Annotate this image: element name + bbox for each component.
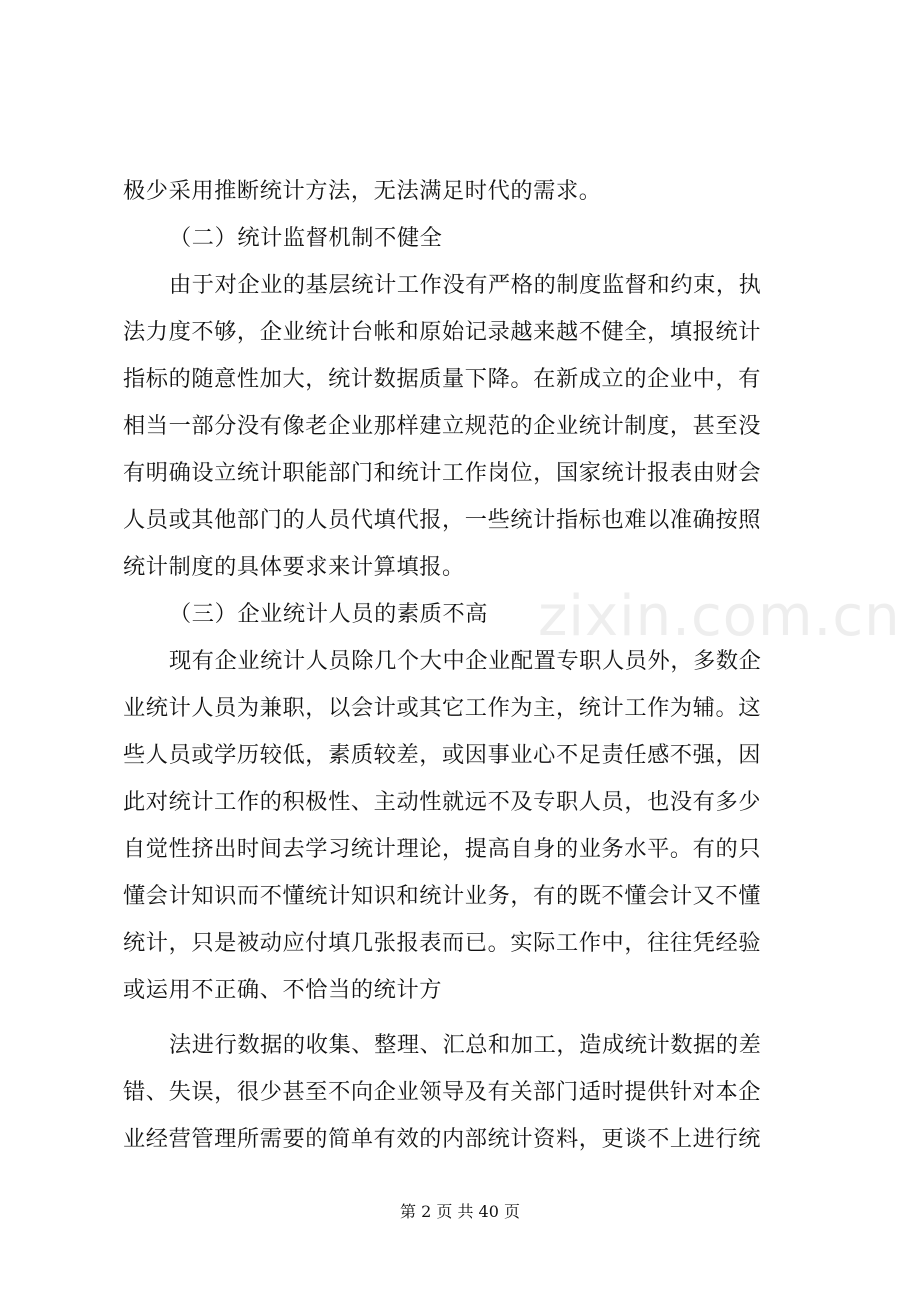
text-line: 些人员或学历较低，素质较差，或因事业心不足责任感不强，因 <box>123 742 762 768</box>
text-line: 自觉性挤出时间去学习统计理论，提高自身的业务水平。有的只 <box>123 836 762 862</box>
text-line: 人员或其他部门的人员代填代报，一些统计指标也难以准确按照 <box>123 507 762 533</box>
watermark: zixin.com.cn <box>538 584 901 649</box>
text-line: 错、失误，很少甚至不向企业领导及有关部门适时提供针对本企 <box>123 1079 762 1105</box>
text-line: 或运用不正确、不恰当的统计方 <box>123 977 443 1003</box>
text-line: 相当一部分没有像老企业那样建立规范的企业统计制度，甚至没 <box>123 413 762 439</box>
text-line: 此对统计工作的积极性、主动性就远不及专职人员，也没有多少 <box>123 789 762 815</box>
section-heading-3: （三）企业统计人员的素质不高 <box>169 601 489 627</box>
text-line: 统计制度的具体要求来计算填报。 <box>123 554 465 580</box>
text-line: 指标的随意性加大，统计数据质量下降。在新成立的企业中，有 <box>123 366 762 392</box>
text-line: 统计，只是被动应付填几张报表而已。实际工作中，往往凭经验 <box>123 930 762 956</box>
section-heading-2: （二）统计监督机制不健全 <box>169 225 443 251</box>
page-number-footer: 第 2 页 共 40 页 <box>400 1202 520 1221</box>
text-line: 由于对企业的基层统计工作没有严格的制度监督和约束，执 <box>169 272 762 298</box>
text-line: 懂会计知识而不懂统计知识和统计业务，有的既不懂会计又不懂 <box>123 883 762 909</box>
text-line: 现有企业统计人员除几个大中企业配置专职人员外，多数企 <box>169 648 762 674</box>
body-text <box>123 168 807 1163</box>
text-line: 业统计人员为兼职，以会计或其它工作为主，统计工作为辅。这 <box>123 695 762 721</box>
text-line: 有明确设立统计职能部门和统计工作岗位，国家统计报表由财会 <box>123 460 762 486</box>
text-line: 法进行数据的收集、整理、汇总和加工，造成统计数据的差 <box>169 1032 762 1058</box>
text-line: 业经营管理所需要的简单有效的内部统计资料，更谈不上进行统 <box>123 1126 762 1152</box>
text-line: 法力度不够，企业统计台帐和原始记录越来越不健全，填报统计 <box>123 319 762 345</box>
text-line: 极少采用推断统计方法，无法满足时代的需求。 <box>123 178 602 204</box>
